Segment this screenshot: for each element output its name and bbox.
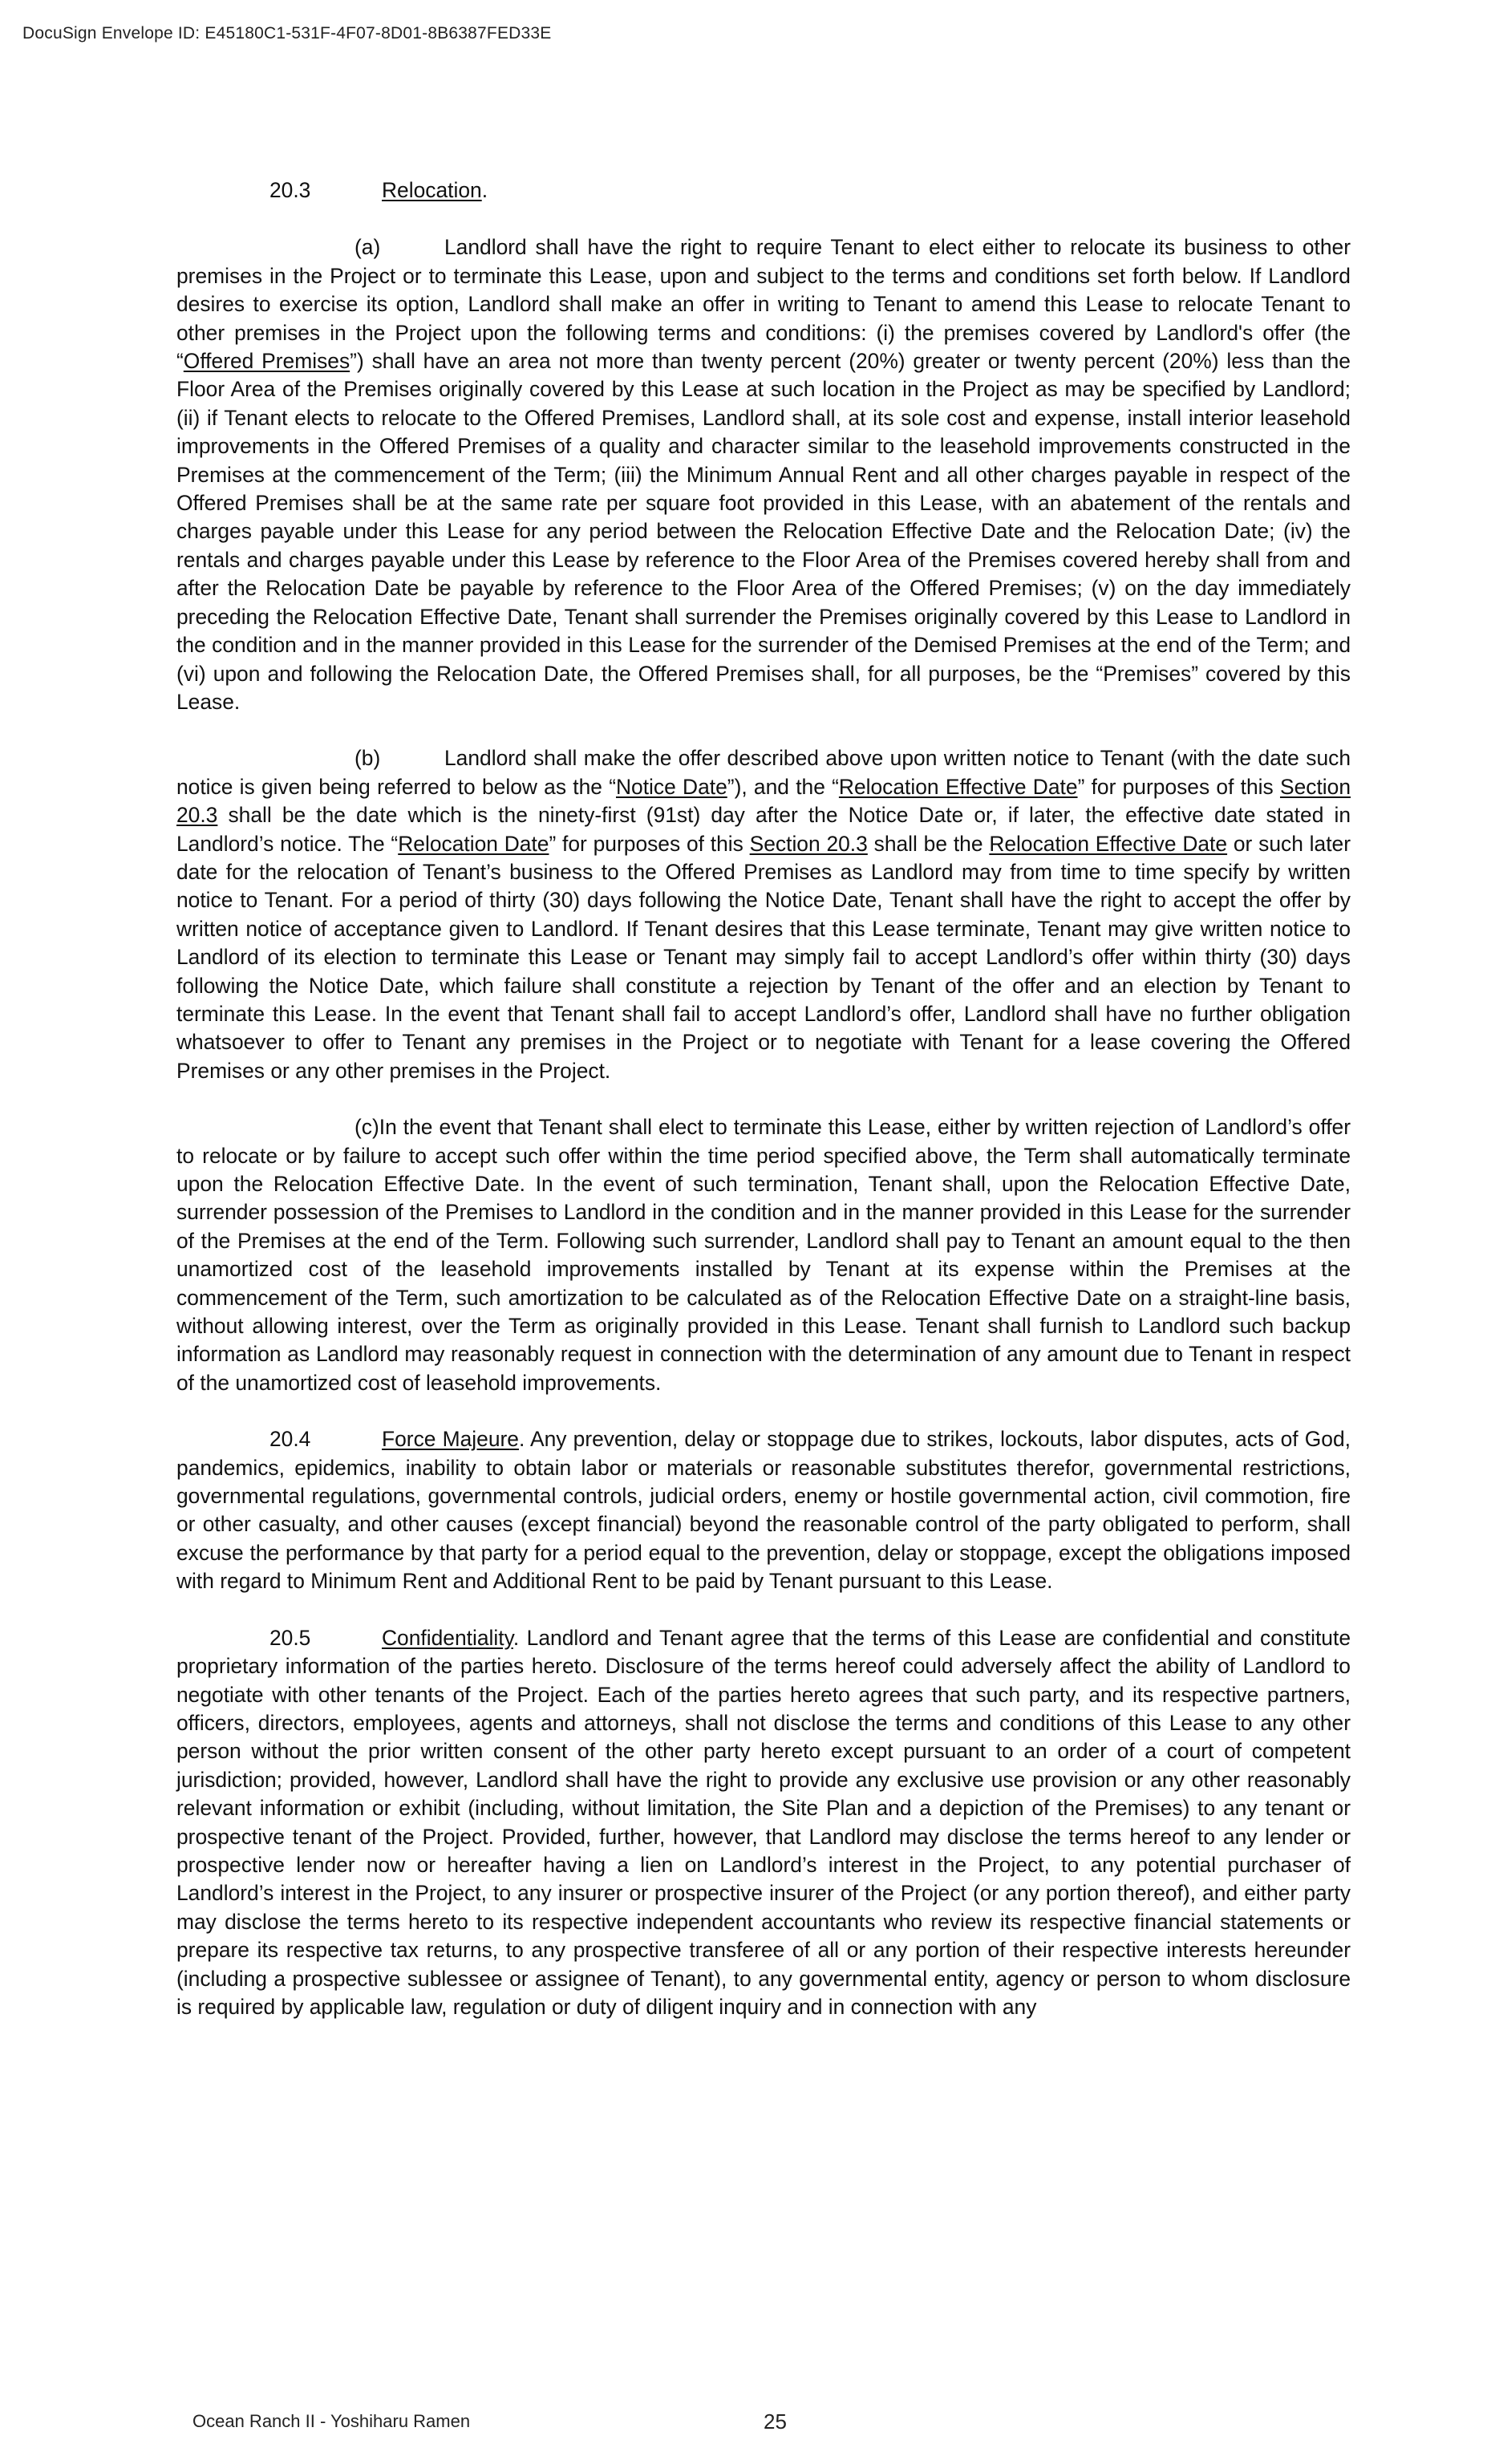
paragraph-text: ”), and the “ bbox=[727, 774, 839, 799]
paragraph-text: ”) shall have an area not more than twenty percent (20%) greater or twenty percent (20%) less than the Floor Area of the Premises originally covered by this Lease at such location in the Project as may be specified by Landlord; (ii) if Tenant elects to relocate to the Offered Premises, Landlord shall, at its sole cost and expense, install interior leasehold improvements in the Offered Premises of a quality and character similar to the leasehold improvements constructed in the Premises at the commencement of the Term; (iii) the Minimum Annual Rent and all other charges payable in respect of the Offered Premises shall be at the same rate per square foot provided in this Lease, with an abatement of the rentals and charges payable under this Lease for any period between the Relocation Effective Date and the Relocation Date; (iv) the rentals and charges payable under this Lease by reference to the Floor Area of the Premises covered hereby shall from and after the Relocation Date be payable by reference to the Floor Area of the Offered Premises; (v) on the day immediately preceding the Relocation Effective Date, Tenant shall surrender the Premises originally covered by this Lease to Landlord in the condition and in the manner provided in this Lease for the surrender of the Demised Premises at the end of the Term; and (vi) upon and following the Relocation Date, the Offered Premises shall, for all purposes, be the “Premises” covered by this Lease. bbox=[176, 349, 1351, 714]
paragraph-text: ” for purposes of this bbox=[549, 831, 750, 856]
section-reference: Section 20.3 bbox=[176, 774, 1351, 828]
docusign-envelope-id: DocuSign Envelope ID: E45180C1-531F-4F07-8D01-8B6387FED33E bbox=[22, 24, 552, 43]
document-body bbox=[176, 176, 1351, 2049]
section-title: Relocation bbox=[382, 178, 482, 202]
paragraph-text: . Landlord and Tenant agree that the terms of this Lease are confidential and constitute proprietary information of the parties hereto. Disclosure of the terms hereof could adversely affect the ability of Landlord to negotiate with other tenants of the Project. Each of the parties hereto agrees that such party, and its respective partners, officers, directors, employees, agents and attorneys, shall not disclose the terms and conditions of this Lease to any other person without the prior written consent of the other party hereto except pursuant to an order of a court of competent jurisdiction; provided, however, Landlord shall have the right to provide any exclusive use provision or any other reasonably relevant information or exhibit (including, without limitation, the Site Plan and a depiction of the Premises) to any tenant or prospective tenant of the Project. Provided, further, however, that Landlord may disclose the terms hereof to any lender or prospective lender now or hereafter having a lien on Landlord’s interest in the Project, to any potential purchaser of Landlord’s interest in the Project, to any insurer or prospective insurer of the Project (or any portion thereof), and either party may disclose the terms hereto to its respective independent accountants who review its respective financial statements or prepare its respective tax returns, to any prospective transferee of all or any portion of their respective interests hereunder (including a prospective sublessee or assignee of Tenant), to any governmental entity, agency or person to whom disclosure is required by applicable law, regulation or duty of diligent inquiry and in connection with any bbox=[176, 1625, 1351, 2019]
paragraph-20-3-c bbox=[176, 1113, 1351, 1397]
footer-project-name: Ocean Ranch II - Yoshiharu Ramen bbox=[192, 2411, 471, 2431]
defined-term: Relocation Effective Date bbox=[838, 774, 1078, 799]
paragraph-text: or such later date for the relocation of Tenant’s business to the Offered Premises as Landlord may from time to time specify by written notice to Tenant. For a period of thirty (30) days following the Notice Date, Tenant shall have the right to accept the offer by written notice of acceptance given to Landlord. If Tenant desires that this Lease terminate, Tenant may give written notice to Landlord of its election to terminate this Lease or Tenant may simply fail to accept Landlord’s offer within thirty (30) days following the Notice Date, which failure shall constitute a rejection by Tenant of the offer and an election by Tenant to terminate this Lease. In the event that Tenant shall fail to accept Landlord’s offer, Landlord shall have no further obligation whatsoever to offer to Tenant any premises in the Project or to negotiate with Tenant for a lease covering the Offered Premises or any other premises in the Project. bbox=[176, 831, 1351, 1083]
paragraph-text: Landlord shall have the right to require Tenant to elect either to relocate its business to other premises in the Project or to terminate this Lease, upon and subject to the terms and conditions set forth below. If Landlord desires to exercise its option, Landlord shall make an offer in writing to Tenant to amend this Lease to relocate Tenant to other premises in the Project upon the following terms and conditions: (i) the premises covered by Landlord's offer (the “ bbox=[176, 235, 1351, 374]
paragraph-label: (a) bbox=[355, 235, 381, 260]
page-number: 25 bbox=[764, 2409, 787, 2434]
section-title: Force Majeure bbox=[382, 1427, 519, 1452]
defined-term: Relocation Effective Date bbox=[989, 831, 1228, 856]
paragraph-label: (c) bbox=[355, 1115, 379, 1140]
defined-term: Offered Premises bbox=[183, 349, 350, 374]
section-number: 20.4 bbox=[269, 1427, 311, 1452]
section-20-5 bbox=[176, 1624, 1351, 2022]
defined-term: Notice Date bbox=[615, 774, 727, 799]
paragraph-20-3-b bbox=[176, 744, 1351, 1085]
paragraph-text: . Any prevention, delay or stoppage due to strikes, lockouts, labor disputes, acts of God, pandemics, epidemics, inability to obtain labor or materials or reasonable substitutes therefor, governmental restrictions, governmental regulations, governmental controls, judicial orders, enemy or hostile governmental action, civil commotion, fire or other casualty, and other causes (except financial) beyond the reasonable control of the party obligated to perform, shall excuse the performance by that party for a period equal to the prevention, delay or stoppage, except the obligations imposed with regard to Minimum Rent and Additional Rent to be paid by Tenant pursuant to this Lease. bbox=[176, 1427, 1351, 1594]
defined-term: Relocation Date bbox=[398, 831, 549, 856]
paragraph-text: shall be the bbox=[867, 831, 990, 856]
paragraph-text: In the event that Tenant shall elect to terminate this Lease, either by written rejection of Landlord’s offer to relocate or by failure to accept such offer within the time period specified above, the Term shall automatically terminate upon the Relocation Effective Date. In the event of such termination, Tenant shall, upon the Relocation Effective Date, surrender possession of the Premises to Landlord in the condition and in the manner provided in this Lease for the surrender of the Premises at the end of the Term. Following such surrender, Landlord shall pay to Tenant an amount equal to the then unamortized cost of the leasehold improvements installed by Tenant at its expense within the Premises at the commencement of the Term, such amortization to be calculated as of the Relocation Effective Date on a straight-line basis, without allowing interest, over the Term as originally provided in this Lease. Tenant shall furnish to Landlord such backup information as Landlord may reasonably request in connection with the determination of any amount due to Tenant in respect of the unamortized cost of leasehold improvements. bbox=[176, 1115, 1351, 1395]
section-20-4 bbox=[176, 1425, 1351, 1595]
section-number: 20.5 bbox=[269, 1625, 311, 1650]
paragraph-text: Landlord shall make the offer described above upon written notice to Tenant (with the date such notice is given being referred to below as the “ bbox=[176, 746, 1351, 799]
title-period: . bbox=[481, 178, 488, 202]
section-20-3-heading bbox=[176, 176, 1351, 205]
paragraph-label: (b) bbox=[355, 746, 381, 771]
paragraph-20-3-a bbox=[176, 233, 1351, 716]
section-number: 20.3 bbox=[269, 178, 311, 202]
paragraph-text: ” for purposes of this bbox=[1077, 774, 1280, 799]
paragraph-text: shall be the date which is the ninety-first (91st) day after the Notice Date or, if later, the effective date stated in Landlord’s notice. The “ bbox=[176, 803, 1351, 856]
section-title: Confidentiality bbox=[382, 1625, 513, 1650]
section-reference: Section 20.3 bbox=[749, 831, 868, 856]
